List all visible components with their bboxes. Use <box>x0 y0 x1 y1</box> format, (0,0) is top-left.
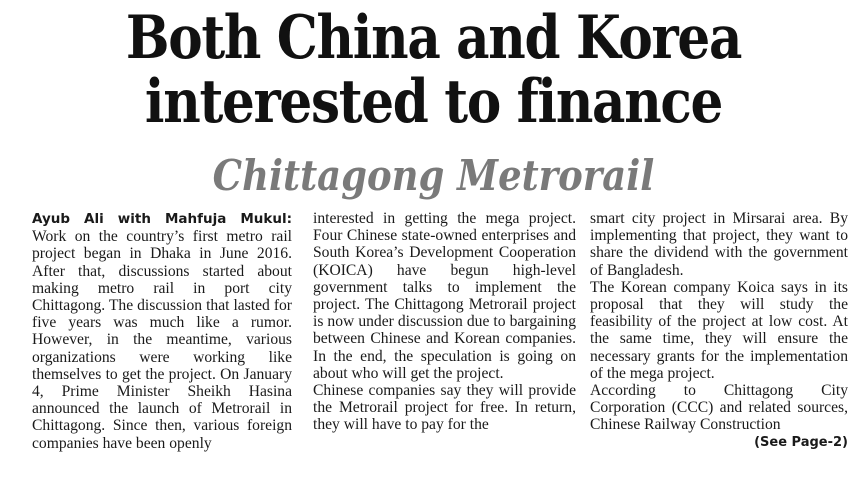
article-column-2 <box>313 210 576 434</box>
article-paragraph <box>32 210 292 452</box>
subheadline: Chittagong Metrorail <box>212 151 655 200</box>
article-column-3 <box>590 210 848 451</box>
article-paragraph <box>590 382 848 450</box>
article-paragraph: smart city project in Mirsarai area. By implementing that project, they want to share the dividend with the government of Bangladesh. <box>590 210 848 279</box>
headline-line-1: Both China and Korea <box>125 3 742 73</box>
article-paragraph: Chinese companies say they will provide the Metrorail project for free. In return, they will have to pay for the <box>313 382 576 434</box>
headline-line-2: interested to finance <box>144 67 723 137</box>
see-page-link[interactable]: (See Page-2) <box>754 434 848 450</box>
article-text: According to Chittagong City Corporation (CCC) and related sources, Chinese Railway Construction <box>590 382 848 434</box>
article-column-1 <box>32 210 292 452</box>
article-paragraph: The Korean company Koica says in its proposal that they will study the feasibility of the project at low cost. At the same time, they will ensure the necessary grants for the implementation of the mega project. <box>590 278 848 382</box>
article-text: Work on the country’s first metro rail project began in Dhaka in June 2016. After that, discussions started about making metro rail in port city Chittagong. The discussion that lasted for five years was much like a rumor. However, in the meantime, various organizations were working like themselves to get the project. On January 4, Prime Minister Sheikh Hasina announced the launch of Metrorail in Chittagong. Since then, various foreign companies have been openly <box>32 228 292 452</box>
article-paragraph: interested in getting the mega project. Four Chinese state-owned enterprises and South Korea’s Development Cooperation (KOICA) have begun high-level government talks to implement the project. The Chittagong Metrorail project is now under discussion due to bargaining between Chinese and Korean companies. In the end, the speculation is going on about who will get the project. <box>313 210 576 382</box>
byline: Ayub Ali with Mahfuja Mukul: <box>32 211 292 227</box>
headline <box>61 3 807 137</box>
